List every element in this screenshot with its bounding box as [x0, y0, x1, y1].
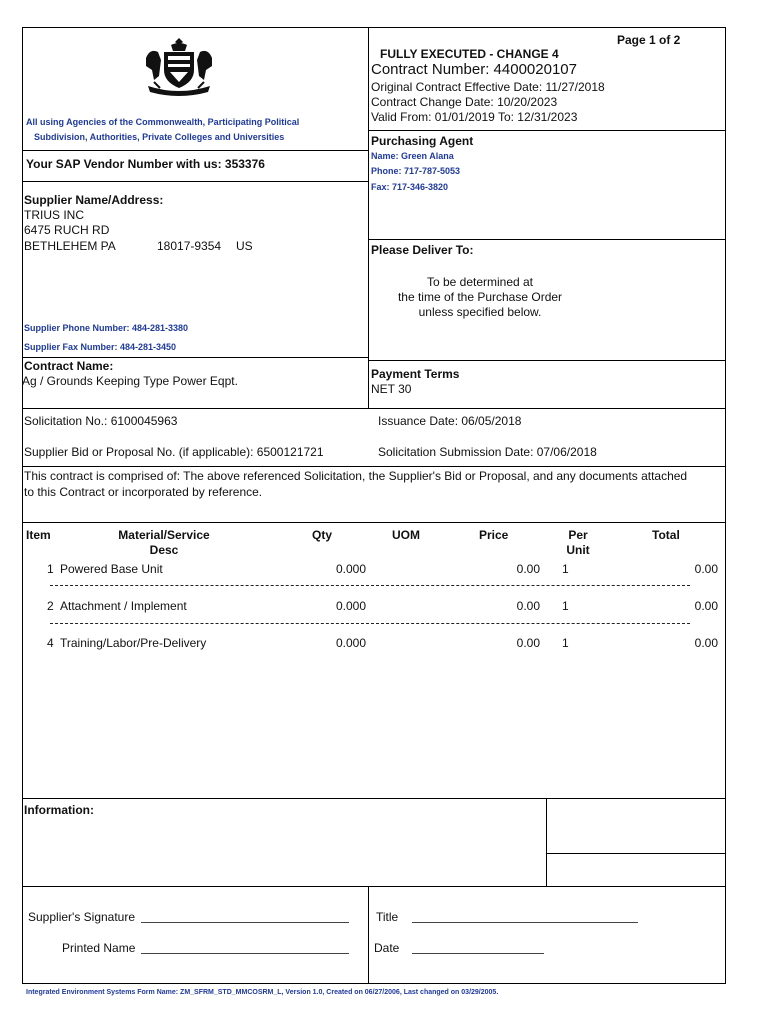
- row-item-number: 4: [47, 636, 54, 650]
- row-price: 0.00: [516, 636, 540, 650]
- commonwealth-seal-icon: [140, 36, 218, 98]
- row-item-number: 2: [47, 599, 54, 613]
- agent-name: Name: Green Alana: [371, 151, 454, 161]
- agencies-line-2: Subdivision, Authorities, Private Colleges and Universities: [34, 132, 285, 142]
- supplier-phone: Supplier Phone Number: 484-281-3380: [24, 323, 189, 333]
- table-row: [0, 599, 770, 615]
- printed-name-label: Printed Name: [62, 941, 136, 955]
- agent-phone: Phone: 717-787-5053: [371, 166, 461, 176]
- issuance-date: Issuance Date: 06/05/2018: [378, 414, 522, 428]
- row-separator: [50, 623, 690, 624]
- row-desc: Training/Labor/Pre-Delivery: [60, 636, 207, 650]
- supplier-country: US: [236, 239, 253, 253]
- agent-fax: Fax: 717-346-3820: [371, 182, 449, 192]
- supplier-city: BETHLEHEM PA: [24, 239, 116, 253]
- col-material: Material/Service: [118, 528, 210, 542]
- supplier-heading: Supplier Name/Address:: [24, 193, 164, 207]
- deliver-line-1: To be determined at: [426, 275, 534, 289]
- deliver-to-heading: Please Deliver To:: [371, 243, 474, 257]
- row-per: 1: [562, 562, 569, 576]
- col-item: Item: [26, 528, 51, 542]
- col-total: Total: [652, 528, 680, 542]
- payment-terms-value: NET 30: [371, 382, 412, 396]
- row-item-number: 1: [47, 562, 54, 576]
- deliver-line-2: the time of the Purchase Order: [397, 290, 563, 304]
- row-price: 0.00: [516, 562, 540, 576]
- row-price: 0.00: [516, 599, 540, 613]
- row-total: 0.00: [694, 636, 718, 650]
- row-qty: 0.000: [336, 599, 367, 613]
- agencies-line-1: All using Agencies of the Commonwealth, Participating Political: [26, 117, 300, 127]
- row-qty: 0.000: [336, 562, 367, 576]
- row-per: 1: [562, 599, 569, 613]
- col-uom: UOM: [392, 528, 420, 542]
- col-desc: Desc: [149, 543, 179, 557]
- supplier-fax: Supplier Fax Number: 484-281-3450: [24, 342, 177, 352]
- contract-number: Contract Number: 4400020107: [371, 61, 577, 78]
- title-line: [412, 922, 638, 923]
- comprised-text-line-2: to this Contract or incorporated by reference.: [24, 485, 263, 499]
- footer-form-info: Integrated Environment Systems Form Name: ZM_SFRM_STD_MMCOSRM_L, Version 1.0, Created on 06/27/2006, Last changed on 03/29/2005.: [26, 989, 499, 996]
- row-total: 0.00: [694, 562, 718, 576]
- row-separator: [50, 585, 690, 586]
- date-line: [412, 953, 544, 954]
- supplier-signature-label: Supplier's Signature: [28, 910, 136, 924]
- supplier-signature-line: [141, 922, 349, 923]
- col-unit: Unit: [566, 543, 590, 557]
- table-row: [0, 636, 770, 652]
- contract-status: FULLY EXECUTED - CHANGE 4: [380, 47, 559, 61]
- valid-dates: Valid From: 01/01/2019 To: 12/31/2023: [371, 110, 578, 124]
- payment-terms-label: Payment Terms: [371, 367, 460, 381]
- col-price: Price: [479, 528, 509, 542]
- contract-change-date: Contract Change Date: 10/20/2023: [371, 95, 558, 109]
- original-effective-date: Original Contract Effective Date: 11/27/2018: [371, 80, 605, 94]
- table-row: [0, 562, 770, 578]
- comprised-text-line-1: This contract is comprised of: The above referenced Solicitation, the Supplier's Bid or Proposal, and any documents attached: [24, 469, 688, 483]
- deliver-line-3: unless specified below.: [418, 305, 542, 319]
- row-qty: 0.000: [336, 636, 367, 650]
- row-desc: Attachment / Implement: [60, 599, 187, 613]
- supplier-bid-number: Supplier Bid or Proposal No. (if applicable): 6500121721: [24, 445, 324, 459]
- col-per: Per: [568, 528, 588, 542]
- solicitation-number: Solicitation No.: 6100045963: [24, 414, 178, 428]
- supplier-street: 6475 RUCH RD: [24, 223, 110, 237]
- printed-name-line: [141, 953, 349, 954]
- contract-name-label: Contract Name:: [24, 359, 114, 373]
- submission-date: Solicitation Submission Date: 07/06/2018: [378, 445, 597, 459]
- row-desc: Powered Base Unit: [60, 562, 163, 576]
- contract-name-value: Ag / Grounds Keeping Type Power Eqpt.: [22, 374, 238, 388]
- col-qty: Qty: [312, 528, 333, 542]
- sap-vendor-number: Your SAP Vendor Number with us: 353376: [26, 157, 265, 171]
- row-total: 0.00: [694, 599, 718, 613]
- supplier-zip: 18017-9354: [157, 239, 222, 253]
- date-label: Date: [374, 941, 400, 955]
- supplier-name: TRIUS INC: [24, 208, 84, 222]
- purchasing-agent-heading: Purchasing Agent: [371, 134, 474, 148]
- title-label: Title: [376, 910, 399, 924]
- information-heading: Information:: [24, 803, 94, 817]
- page-indicator: Page 1 of 2: [617, 33, 681, 47]
- row-per: 1: [562, 636, 569, 650]
